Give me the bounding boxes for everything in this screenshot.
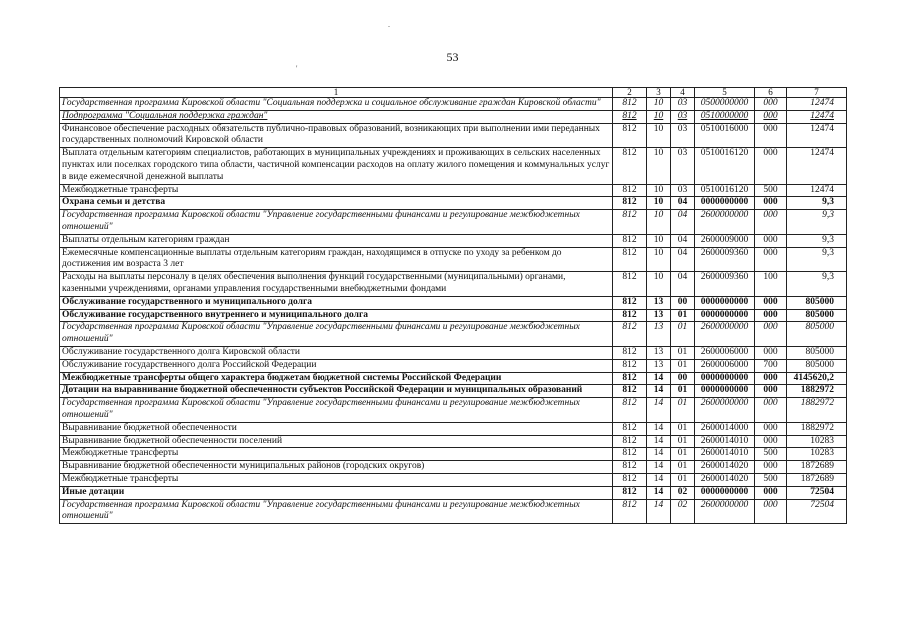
- section-code: 14: [647, 422, 671, 435]
- subsection-code: 01: [671, 359, 695, 372]
- section-code: 10: [647, 184, 671, 197]
- expense-type-code: 500: [755, 473, 787, 486]
- table-row: [60, 148, 847, 184]
- section-code: 13: [647, 359, 671, 372]
- amount-value: 805000: [787, 322, 847, 347]
- target-article-code: 2600014000: [695, 422, 755, 435]
- table-row: [60, 461, 847, 474]
- amount-value: 10283: [787, 435, 847, 448]
- main-admin-code: 812: [613, 372, 647, 385]
- amount-value: 12474: [787, 110, 847, 123]
- section-code: 13: [647, 296, 671, 309]
- subsection-code: 03: [671, 98, 695, 111]
- expense-type-code: 000: [755, 210, 787, 235]
- target-article-code: 2600014020: [695, 461, 755, 474]
- main-admin-code: 812: [613, 234, 647, 247]
- expense-type-code: 000: [755, 398, 787, 423]
- column-header: 1: [60, 88, 613, 98]
- table-row: [60, 473, 847, 486]
- scan-speck: ': [296, 64, 298, 73]
- section-code: 14: [647, 372, 671, 385]
- target-article-code: 2600000000: [695, 322, 755, 347]
- table-header-row: [60, 88, 847, 98]
- row-description: Расходы на выплаты персоналу в целях обеспечения выполнения функций государственными (муниципальными) органами, казенными учреждениями, органами управления государственными внебюджетными фондами: [60, 272, 613, 297]
- target-article-code: 0500000000: [695, 98, 755, 111]
- amount-value: 12474: [787, 98, 847, 111]
- table-row: [60, 359, 847, 372]
- subsection-code: 03: [671, 123, 695, 148]
- row-description: Государственная программа Кировской области "Управление государственными финансами и регулирование межбюджетных отношений": [60, 322, 613, 347]
- column-header: 3: [647, 88, 671, 98]
- expense-type-code: 000: [755, 123, 787, 148]
- row-description: Межбюджетные трансферты: [60, 448, 613, 461]
- target-article-code: 0510016000: [695, 123, 755, 148]
- table-row: [60, 234, 847, 247]
- section-code: 14: [647, 486, 671, 499]
- row-description: Межбюджетные трансферты: [60, 184, 613, 197]
- section-code: 10: [647, 234, 671, 247]
- row-description: Охрана семьи и детства: [60, 197, 613, 210]
- section-code: 10: [647, 197, 671, 210]
- amount-value: 9,3: [787, 197, 847, 210]
- expense-type-code: 500: [755, 448, 787, 461]
- main-admin-code: 812: [613, 422, 647, 435]
- amount-value: 1882972: [787, 422, 847, 435]
- column-header: 5: [695, 88, 755, 98]
- expense-type-code: 000: [755, 234, 787, 247]
- target-article-code: 2600014020: [695, 473, 755, 486]
- row-description: Обслуживание государственного долга Российской Федерации: [60, 359, 613, 372]
- amount-value: 805000: [787, 309, 847, 322]
- row-description: Межбюджетные трансферты: [60, 473, 613, 486]
- main-admin-code: 812: [613, 247, 647, 272]
- expense-type-code: 000: [755, 98, 787, 111]
- subsection-code: 04: [671, 247, 695, 272]
- expense-type-code: 000: [755, 435, 787, 448]
- table-row: [60, 184, 847, 197]
- table-row: [60, 372, 847, 385]
- amount-value: 72504: [787, 499, 847, 524]
- table-row: [60, 309, 847, 322]
- section-code: 10: [647, 110, 671, 123]
- subsection-code: 03: [671, 110, 695, 123]
- table-row: [60, 448, 847, 461]
- target-article-code: 2600000000: [695, 499, 755, 524]
- expense-type-code: 000: [755, 197, 787, 210]
- expense-type-code: 000: [755, 309, 787, 322]
- table-row: [60, 499, 847, 524]
- section-code: 13: [647, 309, 671, 322]
- subsection-code: 01: [671, 309, 695, 322]
- table-row: [60, 422, 847, 435]
- table-row: [60, 110, 847, 123]
- subsection-code: 04: [671, 197, 695, 210]
- row-description: Иные дотации: [60, 486, 613, 499]
- target-article-code: 0510016120: [695, 148, 755, 184]
- target-article-code: 2600014010: [695, 448, 755, 461]
- section-code: 10: [647, 148, 671, 184]
- table-row: [60, 322, 847, 347]
- main-admin-code: 812: [613, 148, 647, 184]
- amount-value: 12474: [787, 184, 847, 197]
- subsection-code: 03: [671, 184, 695, 197]
- column-header: 2: [613, 88, 647, 98]
- row-description: Выравнивание бюджетной обеспеченности поселений: [60, 435, 613, 448]
- expense-type-code: 000: [755, 322, 787, 347]
- subsection-code: 01: [671, 435, 695, 448]
- expense-type-code: 000: [755, 422, 787, 435]
- subsection-code: 00: [671, 296, 695, 309]
- section-code: 13: [647, 346, 671, 359]
- budget-table: [59, 87, 847, 524]
- section-code: 10: [647, 210, 671, 235]
- main-admin-code: 812: [613, 184, 647, 197]
- table-row: [60, 197, 847, 210]
- main-admin-code: 812: [613, 346, 647, 359]
- row-description: Выравнивание бюджетной обеспеченности муниципальных районов (городских округов): [60, 461, 613, 474]
- row-description: Государственная программа Кировской области "Управление государственными финансами и регулирование межбюджетных отношений": [60, 499, 613, 524]
- target-article-code: 2600006000: [695, 346, 755, 359]
- expense-type-code: 500: [755, 184, 787, 197]
- target-article-code: 0510000000: [695, 110, 755, 123]
- row-description: Выравнивание бюджетной обеспеченности: [60, 422, 613, 435]
- section-code: 14: [647, 448, 671, 461]
- target-article-code: 2600006000: [695, 359, 755, 372]
- expense-type-code: 000: [755, 499, 787, 524]
- subsection-code: 02: [671, 486, 695, 499]
- subsection-code: 01: [671, 422, 695, 435]
- main-admin-code: 812: [613, 473, 647, 486]
- section-code: 10: [647, 98, 671, 111]
- amount-value: 1872689: [787, 461, 847, 474]
- table-row: [60, 247, 847, 272]
- subsection-code: 01: [671, 398, 695, 423]
- expense-type-code: 000: [755, 148, 787, 184]
- row-description: Дотации на выравнивание бюджетной обеспеченности субъектов Российской Федерации и муниципальных образований: [60, 385, 613, 398]
- subsection-code: 04: [671, 272, 695, 297]
- table-row: [60, 346, 847, 359]
- table-row: [60, 385, 847, 398]
- main-admin-code: 812: [613, 309, 647, 322]
- expense-type-code: 000: [755, 247, 787, 272]
- row-description: Государственная программа Кировской области "Управление государственными финансами и регулирование межбюджетных отношений": [60, 210, 613, 235]
- subsection-code: 03: [671, 148, 695, 184]
- amount-value: 805000: [787, 296, 847, 309]
- main-admin-code: 812: [613, 486, 647, 499]
- amount-value: 1872689: [787, 473, 847, 486]
- row-description: Государственная программа Кировской области "Социальная поддержка и социальное обслуживание граждан Кировской области": [60, 98, 613, 111]
- subsection-code: 04: [671, 234, 695, 247]
- main-admin-code: 812: [613, 110, 647, 123]
- section-code: 10: [647, 123, 671, 148]
- row-description: Ежемесячные компенсационные выплаты отдельным категориям граждан, находящимся в отпуске по уходу за ребенком до достижения им возраста 3 лет: [60, 247, 613, 272]
- amount-value: 4145620,2: [787, 372, 847, 385]
- subsection-code: 01: [671, 346, 695, 359]
- main-admin-code: 812: [613, 359, 647, 372]
- amount-value: 9,3: [787, 210, 847, 235]
- amount-value: 1882972: [787, 398, 847, 423]
- target-article-code: 0510016120: [695, 184, 755, 197]
- subsection-code: 00: [671, 372, 695, 385]
- main-admin-code: 812: [613, 398, 647, 423]
- table-row: [60, 272, 847, 297]
- subsection-code: 01: [671, 473, 695, 486]
- table-row: [60, 435, 847, 448]
- main-admin-code: 812: [613, 461, 647, 474]
- main-admin-code: 812: [613, 272, 647, 297]
- table-row: [60, 398, 847, 423]
- expense-type-code: 000: [755, 110, 787, 123]
- target-article-code: 0000000000: [695, 309, 755, 322]
- main-admin-code: 812: [613, 210, 647, 235]
- expense-type-code: 000: [755, 346, 787, 359]
- main-admin-code: 812: [613, 322, 647, 347]
- main-admin-code: 812: [613, 123, 647, 148]
- table-row: [60, 486, 847, 499]
- row-description: Обслуживание государственного и муниципального долга: [60, 296, 613, 309]
- section-code: 14: [647, 398, 671, 423]
- table-row: [60, 210, 847, 235]
- row-description: Финансовое обеспечение расходных обязательств публично-правовых образований, возникающих при выполнении ими переданных государственных полномочий Кировской области: [60, 123, 613, 148]
- amount-value: 10283: [787, 448, 847, 461]
- subsection-code: 01: [671, 385, 695, 398]
- row-description: Выплата отдельным категориям специалистов, работающих в муниципальных учреждениях и проживающих в сельских населенных пунктах или поселках городского типа области, частичной компенсации расходов на оплату жилого помещения и коммунальных услуг в виде ежемесячной денежной выплаты: [60, 148, 613, 184]
- target-article-code: 0000000000: [695, 197, 755, 210]
- page-number: 53: [446, 50, 459, 64]
- section-code: 10: [647, 247, 671, 272]
- amount-value: 9,3: [787, 272, 847, 297]
- amount-value: 72504: [787, 486, 847, 499]
- target-article-code: 0000000000: [695, 372, 755, 385]
- expense-type-code: 000: [755, 296, 787, 309]
- amount-value: 12474: [787, 123, 847, 148]
- row-description: Подпрограмма "Социальная поддержка граждан": [60, 110, 613, 123]
- target-article-code: 2600009360: [695, 272, 755, 297]
- main-admin-code: 812: [613, 435, 647, 448]
- row-description: Межбюджетные трансферты общего характера бюджетам бюджетной системы Российской Федерации: [60, 372, 613, 385]
- target-article-code: 2600000000: [695, 210, 755, 235]
- amount-value: 12474: [787, 148, 847, 184]
- target-article-code: 0000000000: [695, 486, 755, 499]
- column-header: 4: [671, 88, 695, 98]
- section-code: 10: [647, 272, 671, 297]
- row-description: Государственная программа Кировской области "Управление государственными финансами и регулирование межбюджетных отношений": [60, 398, 613, 423]
- section-code: 14: [647, 385, 671, 398]
- table-row: [60, 123, 847, 148]
- expense-type-code: 000: [755, 486, 787, 499]
- main-admin-code: 812: [613, 448, 647, 461]
- section-code: 14: [647, 499, 671, 524]
- subsection-code: 04: [671, 210, 695, 235]
- amount-value: 1882972: [787, 385, 847, 398]
- amount-value: 9,3: [787, 247, 847, 272]
- target-article-code: 0000000000: [695, 385, 755, 398]
- target-article-code: 2600000000: [695, 398, 755, 423]
- table-row: [60, 296, 847, 309]
- scan-speck: .: [388, 20, 390, 29]
- target-article-code: 2600014010: [695, 435, 755, 448]
- row-description: Обслуживание государственного долга Кировской области: [60, 346, 613, 359]
- row-description: Выплаты отдельным категориям граждан: [60, 234, 613, 247]
- main-admin-code: 812: [613, 385, 647, 398]
- amount-value: 805000: [787, 359, 847, 372]
- target-article-code: 0000000000: [695, 296, 755, 309]
- subsection-code: 01: [671, 461, 695, 474]
- subsection-code: 01: [671, 448, 695, 461]
- main-admin-code: 812: [613, 98, 647, 111]
- subsection-code: 02: [671, 499, 695, 524]
- main-admin-code: 812: [613, 197, 647, 210]
- row-description: Обслуживание государственного внутреннего и муниципального долга: [60, 309, 613, 322]
- expense-type-code: 000: [755, 372, 787, 385]
- column-header: 7: [787, 88, 847, 98]
- section-code: 14: [647, 435, 671, 448]
- section-code: 14: [647, 473, 671, 486]
- amount-value: 9,3: [787, 234, 847, 247]
- target-article-code: 2600009000: [695, 234, 755, 247]
- expense-type-code: 700: [755, 359, 787, 372]
- column-header: 6: [755, 88, 787, 98]
- expense-type-code: 000: [755, 385, 787, 398]
- table-row: [60, 98, 847, 111]
- expense-type-code: 000: [755, 461, 787, 474]
- target-article-code: 2600009360: [695, 247, 755, 272]
- main-admin-code: 812: [613, 296, 647, 309]
- section-code: 14: [647, 461, 671, 474]
- main-admin-code: 812: [613, 499, 647, 524]
- section-code: 13: [647, 322, 671, 347]
- subsection-code: 01: [671, 322, 695, 347]
- expense-type-code: 100: [755, 272, 787, 297]
- amount-value: 805000: [787, 346, 847, 359]
